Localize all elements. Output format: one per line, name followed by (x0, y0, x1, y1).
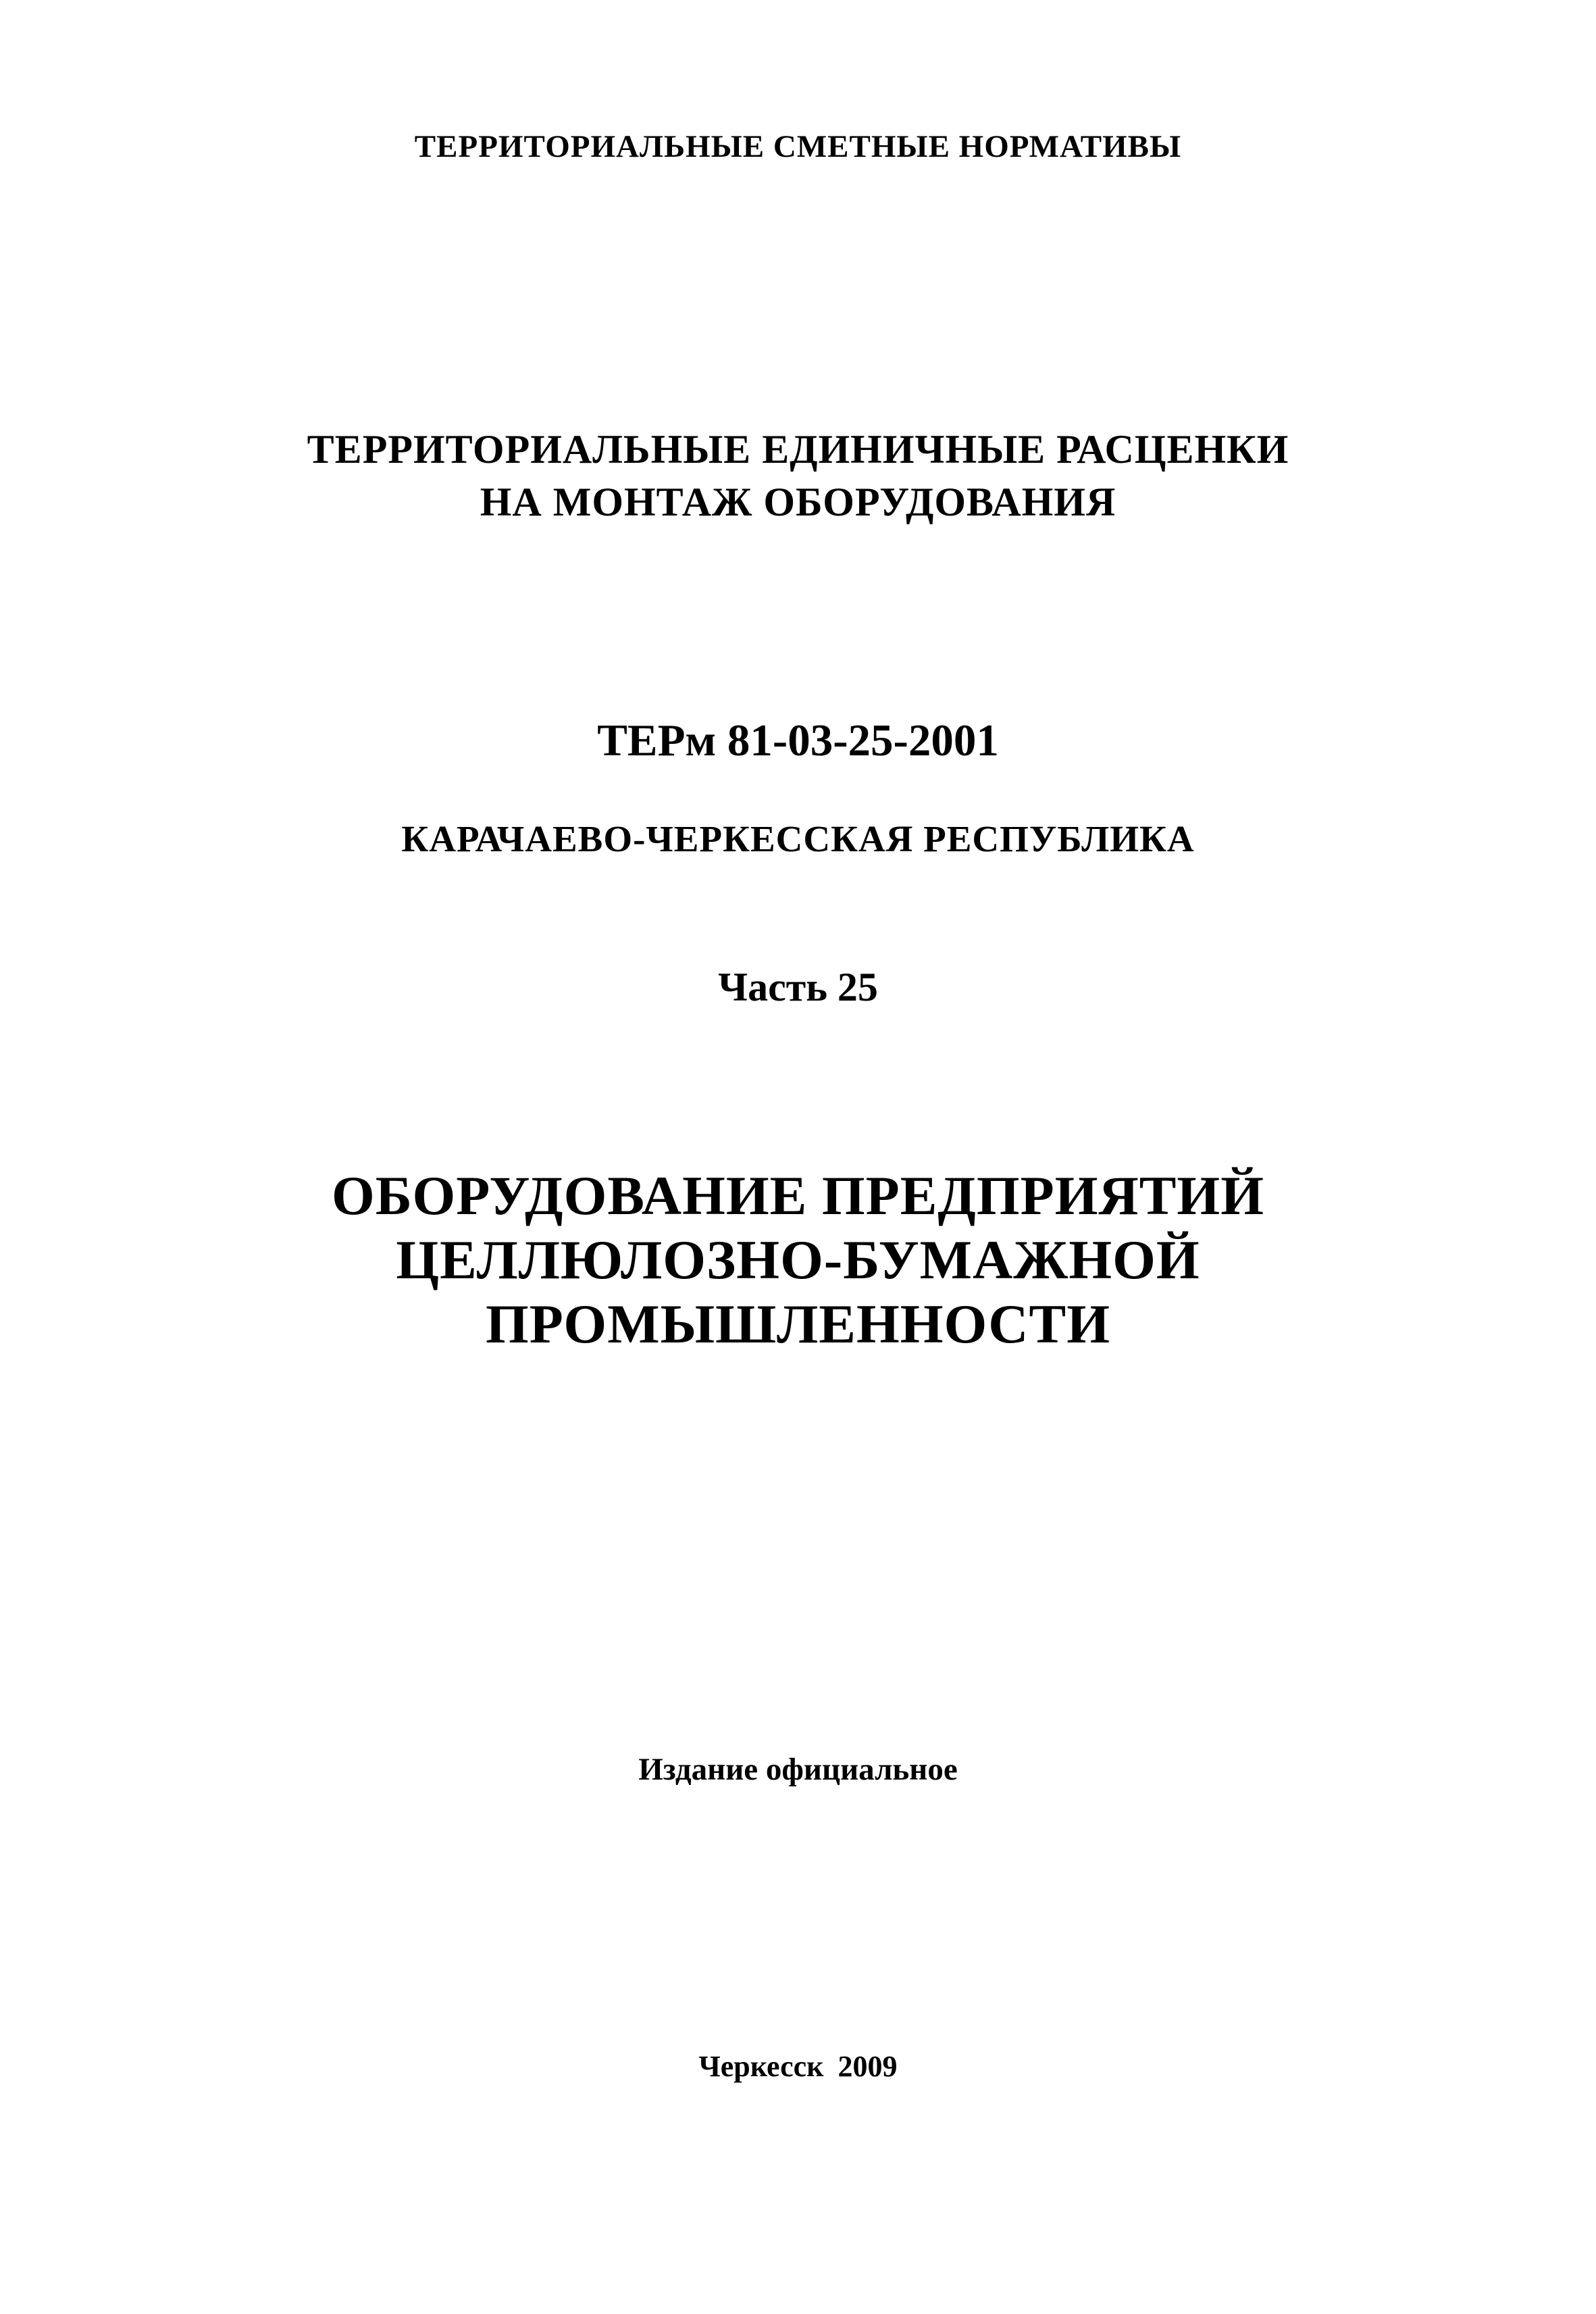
subject-title-line-2: ЦЕЛЛЮЛОЗНО-БУМАЖНОЙ (396, 1229, 1200, 1290)
region-name: КАРАЧАЕВО-ЧЕРКЕССКАЯ РЕСПУБЛИКА (401, 818, 1195, 859)
part-number: Часть 25 (718, 965, 878, 1009)
edition-note: Издание официальное (638, 1752, 958, 1787)
document-title-line-2: НА МОНТАЖ ОБОРУДОВАНИЯ (480, 480, 1116, 524)
subject-title-line-1: ОБОРУДОВАНИЕ ПРЕДПРИЯТИЙ (332, 1165, 1264, 1226)
document-title-line-1: ТЕРРИТОРИАЛЬНЫЕ ЕДИНИЧНЫЕ РАСЦЕНКИ (307, 427, 1289, 472)
document-code: ТЕРм 81-03-25-2001 (597, 715, 999, 765)
imprint-city-year: Черкесск 2009 (698, 2050, 898, 2083)
series-title: ТЕРРИТОРИАЛЬНЫЕ СМЕТНЫЕ НОРМАТИВЫ (414, 129, 1182, 164)
subject-title-line-3: ПРОМЫШЛЕННОСТИ (486, 1293, 1110, 1355)
